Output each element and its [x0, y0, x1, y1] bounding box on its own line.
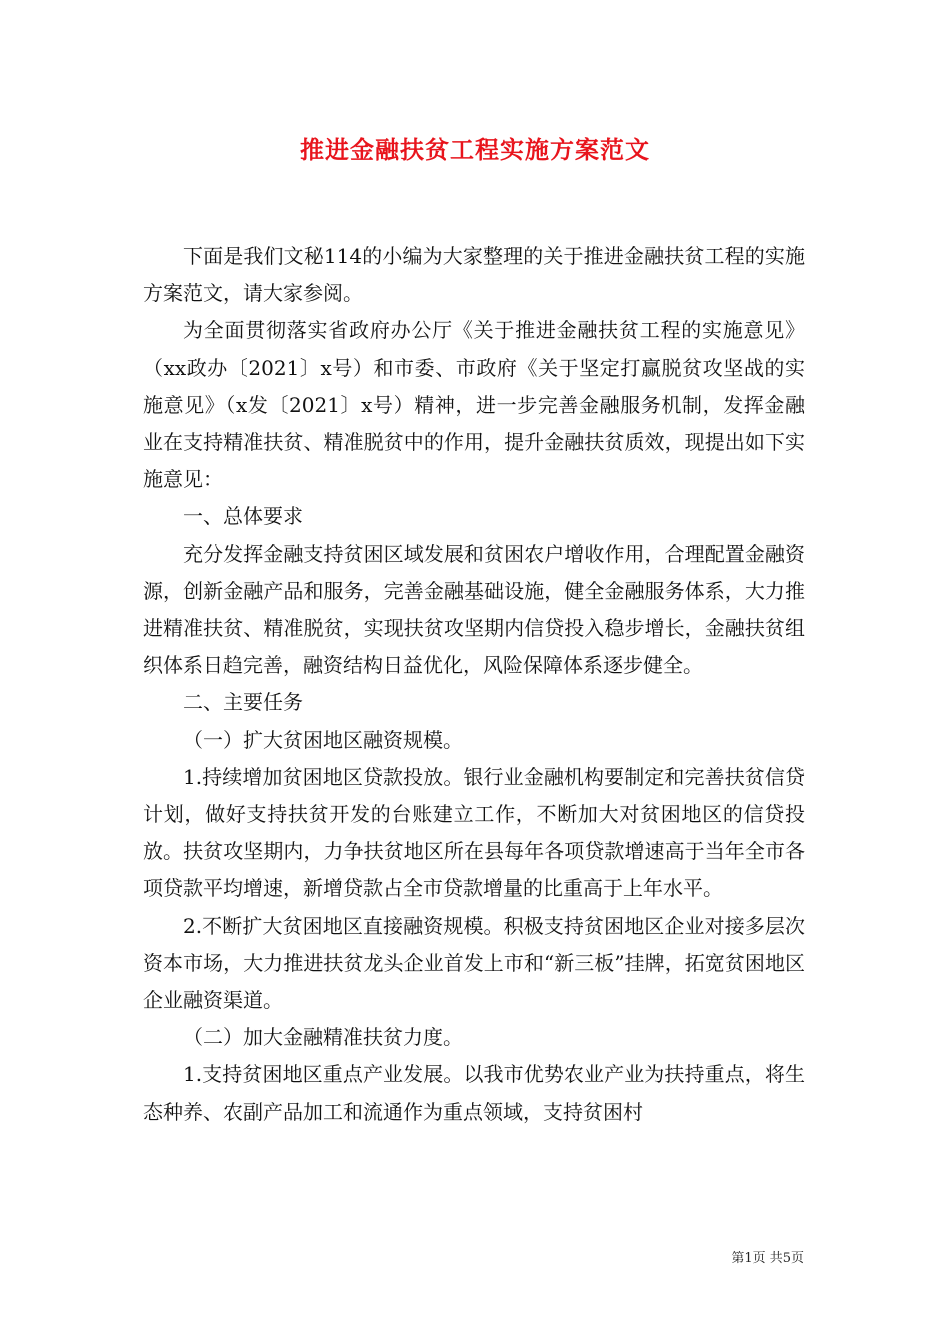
document-title: 推进金融扶贫工程实施方案范文: [300, 135, 650, 164]
section-heading-1: 一、总体要求: [183, 504, 303, 529]
page-number-footer: 第1页 共5页: [731, 1251, 804, 1266]
section-heading-2: 二、主要任务: [183, 690, 303, 715]
paragraph-task-1-2: 2.不断扩大贫困地区直接融资规模。积极支持贫困地区企业对接多层次资本市场，大力推进扶贫龙头企业首发上市和“新三板”挂牌，拓宽贫困地区企业融资渠道。: [143, 913, 805, 1013]
paragraph-intro: 下面是我们文秘114的小编为大家整理的关于推进金融扶贫工程的实施方案范文，请大家参阅。: [143, 244, 805, 306]
paragraph-task-1-1: 1.持续增加贫困地区贷款投放。银行业金融机构要制定和完善扶贫信贷计划，做好支持扶贫开发的台账建立工作，不断加大对贫困地区的信贷投放。扶贫攻坚期内，力争扶贫地区所在县每年各项贷款增速高于当年全市各项贷款平均增速，新增贷款占全市贷款增量的比重高于上年水平。: [143, 764, 805, 901]
subsection-heading-1: （一）扩大贫困地区融资规模。: [183, 727, 463, 752]
subsection-heading-2: （二）加大金融精准扶贫力度。: [183, 1025, 463, 1050]
paragraph-task-2-1: 1.支持贫困地区重点产业发展。以我市优势农业产业为扶持重点，将生态种养、农副产品加工和流通作为重点领域，支持贫困村: [143, 1062, 805, 1124]
document-body: [143, 238, 805, 1131]
paragraph-purpose: 为全面贯彻落实省政府办公厅《关于推进金融扶贫工程的实施意见》（xx政办〔2021〕x号）和市委、市政府《关于坚定打赢脱贫攻坚战的实施意见》（x发〔2021〕x号）精神，进一步完善金融服务机制，发挥金融业在支持精准扶贫、精准脱贫中的作用，提升金融扶贫质效，现提出如下实施意见：: [143, 318, 805, 492]
paragraph-general-requirements: 充分发挥金融支持贫困区域发展和贫困农户增收作用，合理配置金融资源，创新金融产品和服务，完善金融基础设施，健全金融服务体系，大力推进精准扶贫、精准脱贫，实现扶贫攻坚期内信贷投入稳步增长，金融扶贫组织体系日趋完善，融资结构日益优化，风险保障体系逐步健全。: [143, 541, 805, 678]
